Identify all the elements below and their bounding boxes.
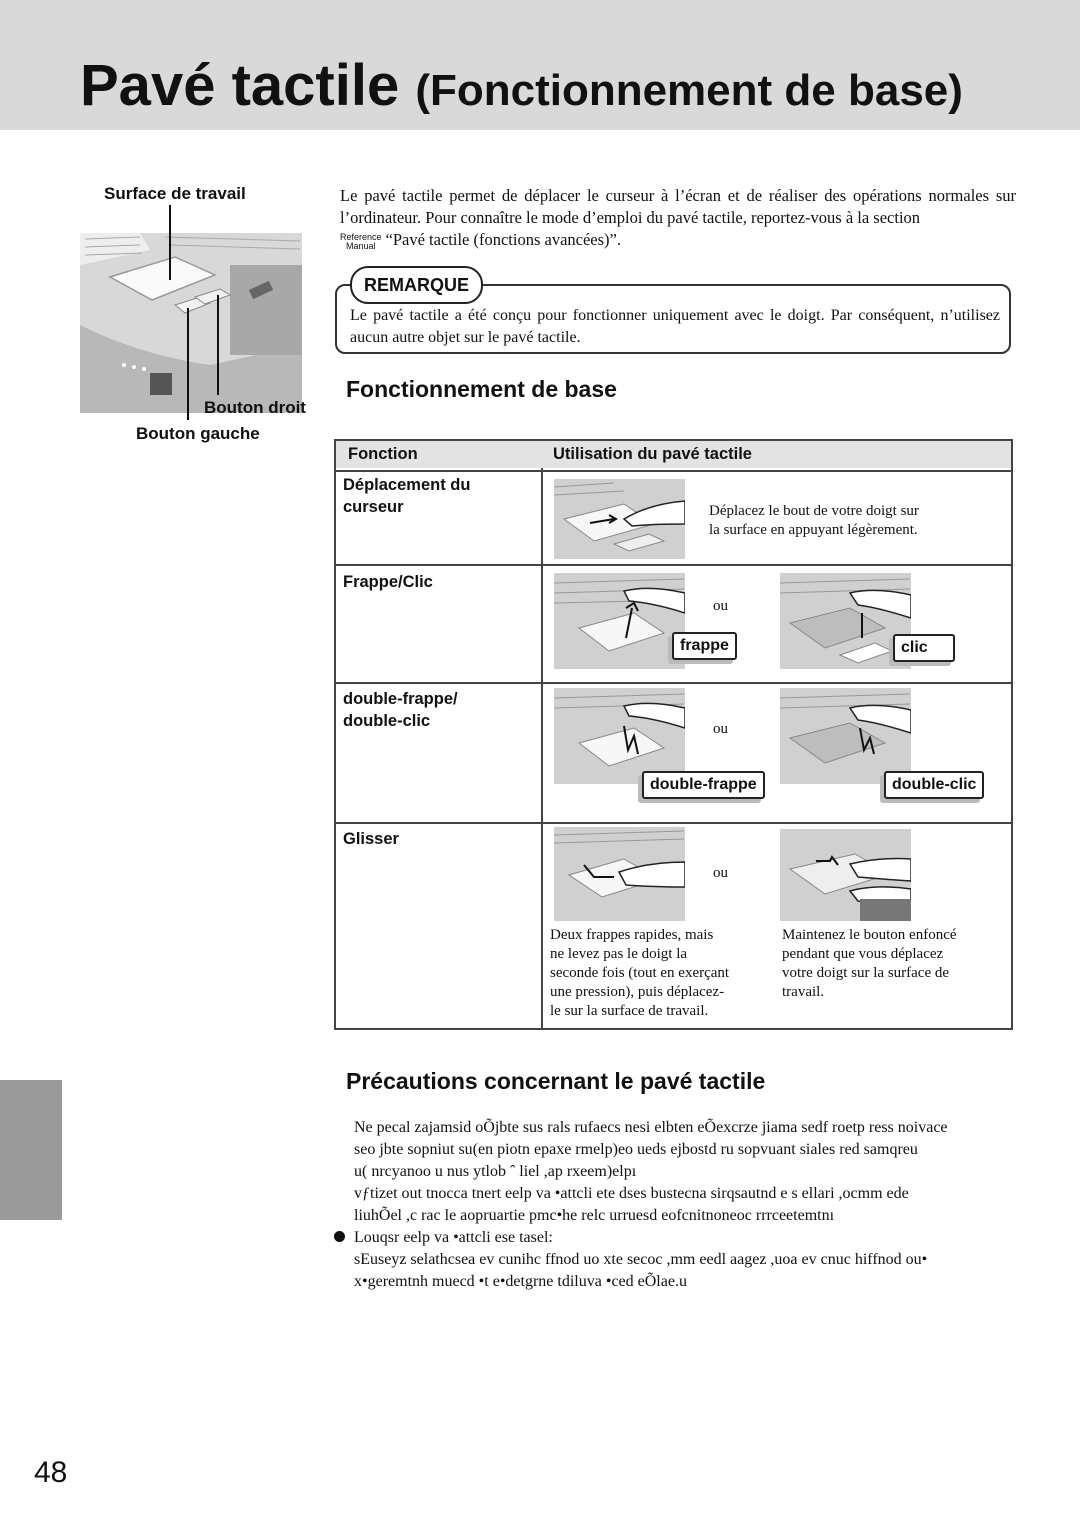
precautions-text (354, 1117, 1010, 1227)
tap-callout: frappe (672, 632, 737, 660)
row-label-line: Déplacement du (343, 476, 471, 494)
text-line: sEuseyz selathcsea ev cunihc ffnod uo xte secoc ,mm eedl aagez ,uoa ev cnuc hiffnod ou• (354, 1251, 928, 1268)
precautions-heading: Précautions concernant le pavé tactile (346, 1068, 766, 1094)
cursor-description (709, 502, 919, 540)
drag-button-illustration (780, 829, 911, 921)
text-line: seo jbte sopniut su(en piotn epaxe rmelp)eo ueds ejbostd ru sopvuant siales red samqreu (354, 1141, 918, 1158)
double-click-illustration (780, 688, 911, 784)
basic-section-heading: Fonctionnement de base (346, 376, 617, 402)
table-divider (336, 682, 1011, 684)
bullet-detail (354, 1249, 1014, 1293)
text-line: Ne pecal zajamsid oÕjbte sus rals rufaecs nesi elbten eÕexcrze jiama sedf roetp ress noivace (354, 1119, 948, 1136)
desc-line: Maintenez le bouton enfoncé (782, 927, 957, 943)
side-tab (0, 1080, 62, 1220)
row-label-line: double-clic (343, 712, 431, 730)
desc-line: une pression), puis déplacez- (550, 984, 725, 1000)
title-main: Pavé tactile (80, 53, 400, 118)
ref-icon-bottom: Manual (346, 241, 376, 251)
desc-line: votre doigt sur la surface de (782, 965, 950, 981)
desc-line: pendant que vous déplacez (782, 946, 944, 962)
row-label-line: curseur (343, 498, 404, 516)
precautions-para (354, 1117, 1010, 1183)
right-button-label: Bouton droit (204, 398, 306, 417)
page-title (80, 48, 963, 129)
click-illustration (780, 573, 911, 669)
cursor-move-illustration (554, 479, 685, 559)
ref-icon-top: Reference (340, 232, 382, 242)
or-text: ou (713, 598, 728, 614)
table-divider (336, 564, 1011, 566)
desc-line: seconde fois (tout en exerçant (550, 965, 730, 981)
desc-line: travail. (782, 984, 825, 1000)
table-header-function: Fonction (348, 445, 418, 463)
row-label-double (343, 688, 458, 732)
table-divider (336, 470, 1011, 472)
desc-line: Déplacez le bout de votre doigt sur (709, 503, 919, 519)
text-line: u( nrcyanoo u nus ytlob ˆ liel ,ap rxeem)elpı (354, 1163, 637, 1180)
remark-text: Le pavé tactile a été conçu pour fonctionner uniquement avec le doigt. Par conséquent, n’utilisez aucun autre objet sur le pavé tactile. (350, 307, 1000, 346)
intro-text: Le pavé tactile permet de déplacer le curseur à l’écran et de réaliser des opérations normales sur l’ordinateur. Pour connaître le mode d’emploi du pavé tactile, reportez-vous à la section (340, 186, 1016, 227)
bullet-dot (334, 1231, 345, 1242)
drag-button-description (782, 926, 992, 1002)
or-text: ou (713, 865, 728, 881)
precautions-bullet (334, 1227, 553, 1249)
row-label-drag: Glisser (343, 830, 399, 848)
desc-line: la surface en appuyant légèrement. (709, 522, 918, 538)
bullet-text: Louqsr eelp va •attcli ese tasel: (354, 1229, 553, 1246)
text-line: liuhÕel ,c rac le aopruartie pmc•he relc urruesd eofcnitnoneoc rrrceetemtnı (354, 1207, 835, 1224)
row-label-cursor (343, 474, 470, 518)
row-label-line: double-frappe/ (343, 690, 458, 708)
drag-tap-description (550, 926, 756, 1021)
desc-line: le sur la surface de travail. (550, 1003, 709, 1019)
desc-line: Deux frappes rapides, mais (550, 927, 714, 943)
table-divider (336, 822, 1011, 824)
touchpad-laptop-illustration (80, 205, 305, 420)
tap-illustration (554, 573, 685, 669)
title-sub: (Fonctionnement de base) (415, 66, 963, 115)
or-text: ou (713, 721, 728, 737)
drag-tap-illustration (554, 827, 685, 921)
click-callout: clic (893, 634, 955, 662)
text-line: vƒtizet out tnocca tnert eelp va •attcli ete dses bustecna sirqsautnd e s ellari ,ocmm ede (354, 1185, 909, 1202)
table-header-usage: Utilisation du pavé tactile (553, 445, 752, 463)
surface-label: Surface de travail (104, 184, 246, 203)
remark-label: REMARQUE (350, 266, 483, 304)
double-tap-illustration (554, 688, 685, 784)
table-divider (541, 441, 543, 1028)
precautions-para (354, 1183, 1010, 1227)
desc-line: ne levez pas le doigt la (550, 946, 688, 962)
intro-paragraph (340, 185, 1016, 251)
row-label-tap-click: Frappe/Clic (343, 573, 433, 591)
text-line: x•geremtnh muecd •t e•detgrne tdiluva •ced eÕlae.u (354, 1273, 687, 1290)
reference-text: “Pavé tactile (fonctions avancées)”. (385, 230, 621, 249)
double-click-callout: double-clic (884, 771, 984, 799)
double-tap-callout: double-frappe (642, 771, 765, 799)
page-number: 48 (34, 1456, 68, 1489)
reference-manual-icon (340, 233, 382, 251)
left-button-label: Bouton gauche (136, 424, 260, 443)
